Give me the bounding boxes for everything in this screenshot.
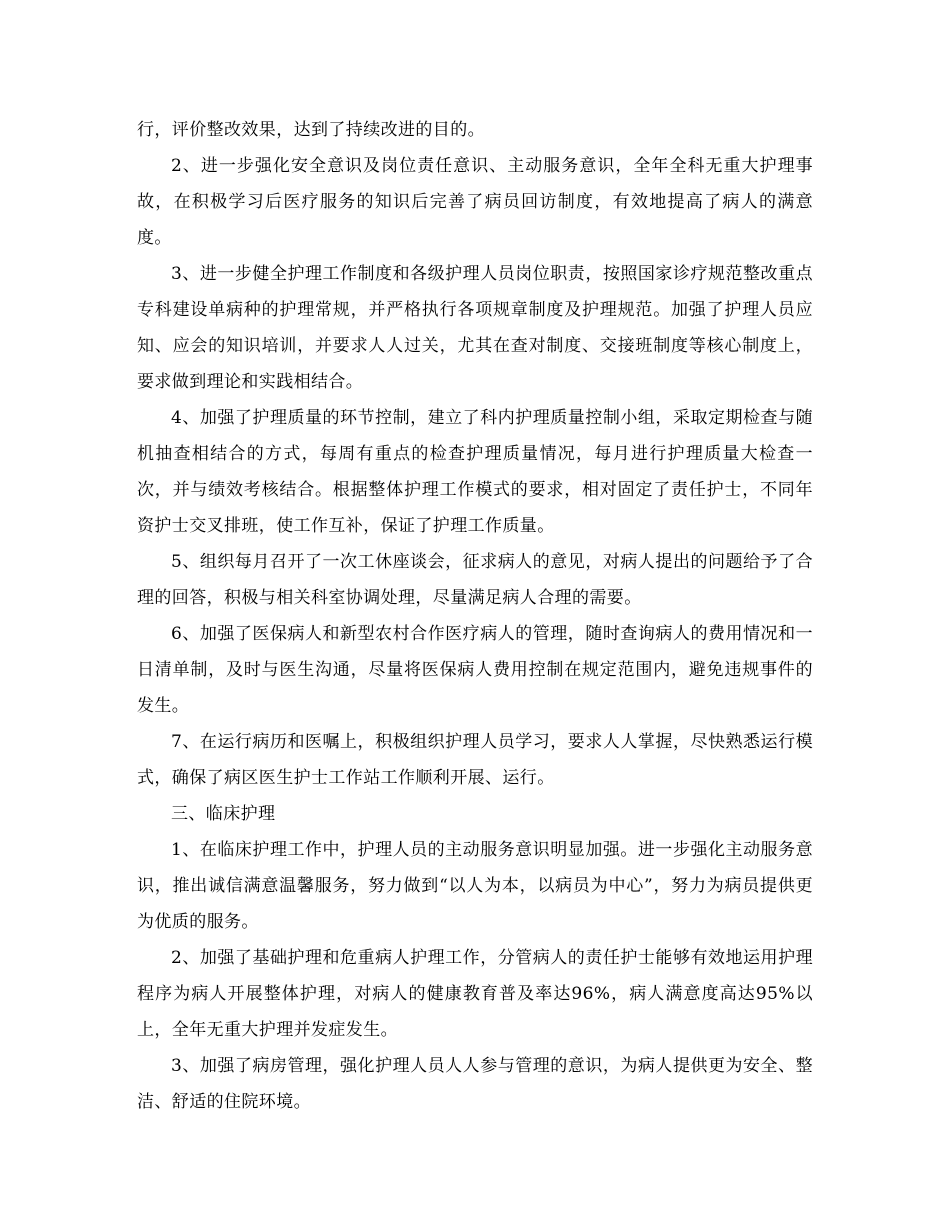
paragraph-continuation: 行，评价整改效果，达到了持续改进的目的。 (137, 120, 485, 140)
paragraph-item-4-quality: 4、加强了护理质量的环节控制，建立了科内护理质量控制小组，采取定期检查与随机抽查相结合的方式，每周有重点的检查护理质量情况，每月进行护理质量大检查一次，并与绩效考核结合。根据整体护理工作模式的要求，相对固定了责任护士，不同年资护士交叉排班，使工作互补，保证了护理工作质量。 (137, 408, 813, 536)
paragraph-item-5-meeting: 5、组织每月召开了一次工休座谈会，征求病人的意见，对病人提出的问题给予了合理的回答，积极与相关科室协调处理，尽量满足病人合理的需要。 (137, 552, 813, 608)
paragraph-item-7-records: 7、在运行病历和医嘱上，积极组织护理人员学习，要求人人掌握，尽快熟悉运行模式，确保了病区医生护士工作站工作顺利开展、运行。 (137, 732, 813, 788)
paragraph-item-3-rules: 3、进一步健全护理工作制度和各级护理人员岗位职责，按照国家诊疗规范整改重点专科建设单病种的护理常规，并严格执行各项规章制度及护理规范。加强了护理人员应知、应会的知识培训，并要求人人过关，尤其在查对制度、交接班制度等核心制度上，要求做到理论和实践相结合。 (137, 264, 813, 392)
paragraph-item-2-safety: 2、进一步强化安全意识及岗位责任意识、主动服务意识，全年全科无重大护理事故，在积极学习后医疗服务的知识后完善了病员回访制度，有效地提高了病人的满意度。 (137, 156, 813, 248)
paragraph-item-6-insurance: 6、加强了医保病人和新型农村合作医疗病人的管理，随时查询病人的费用情况和一日清单制，及时与医生沟通，尽量将医保病人费用控制在规定范围内，避免违规事件的发生。 (137, 624, 813, 716)
paragraph-clinical-1-service: 1、在临床护理工作中，护理人员的主动服务意识明显加强。进一步强化主动服务意识，推出诚信满意温馨服务，努力做到“以人为本，以病员为中心”，努力为病员提供更为优质的服务。 (137, 840, 813, 932)
paragraph-clinical-3-ward: 3、加强了病房管理，强化护理人员人人参与管理的意识，为病人提供更为安全、整洁、舒适的住院环境。 (137, 1056, 813, 1112)
paragraph-clinical-2-basic-care: 2、加强了基础护理和危重病人护理工作，分管病人的责任护士能够有效地运用护理程序为病人开展整体护理，对病人的健康教育普及率达96%，病人满意度高达95%以上，全年无重大护理并发症发生。 (137, 948, 813, 1040)
section-heading-clinical-nursing: 三、临床护理 (171, 804, 276, 824)
document-body (137, 112, 813, 1120)
